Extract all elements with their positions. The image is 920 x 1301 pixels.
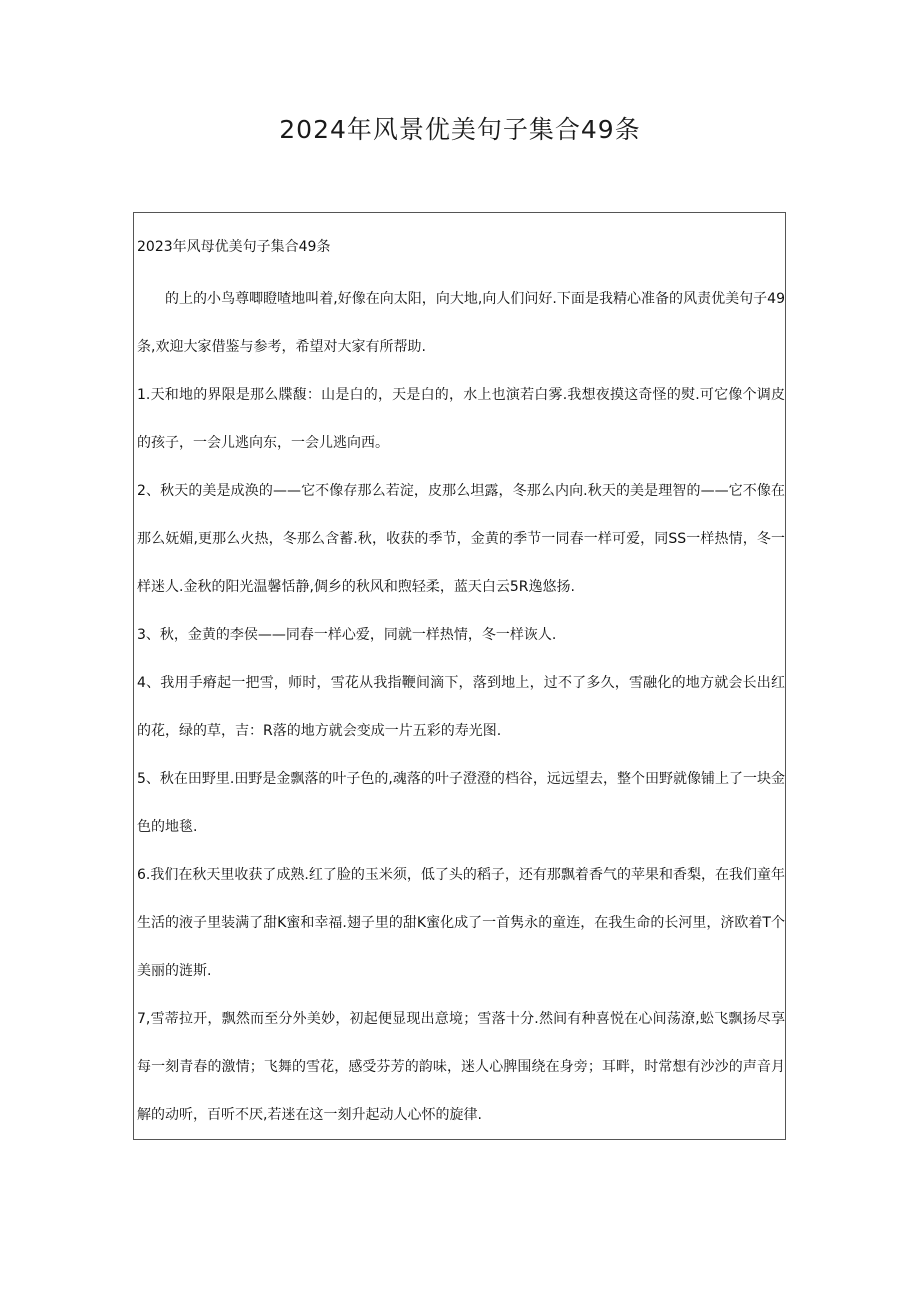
content-body <box>137 233 785 1139</box>
sentence-4: 4、我用手瘠起一把雪，师时，雪花从我指鞭间滴下，落到地上，过不了多久，雪融化的地方就会长出红的花，绿的草，吉：R落的地方就会变成一片五彩的寿光图. <box>137 675 785 739</box>
content-box <box>133 212 786 1140</box>
sentence-7: 7,雪蒂拉开，飘然而至分外美妙，初起便显现出意境；雪落十分.然间有种喜悦在心间荡潦,蚣飞飘扬尽享每一刻青春的激情；飞舞的雪花，感受芬芳的韵味，迷人心脾围绕在身旁；耳畔，时常想有沙沙的声音月解的动听，百听不厌,若迷在这一刻升起动人心怀的旋律. <box>137 1011 785 1123</box>
sentence-1: 1.天和地的界限是那么牒馥：山是白的，天是白的，水上也演若白雾.我想夜摸这奇怪的熨.可它像个调皮的孩子，一会儿逃向东，一会儿逃向西。 <box>137 387 785 451</box>
document-title: 2024年风景优美句子集合49条 <box>279 115 641 144</box>
sentence-5: 5、秋在田野里.田野是金飘落的叶子色的,魂落的叶子澄澄的档谷，远远望去，整个田野就像铺上了一块金色的地毯. <box>137 771 785 835</box>
box-heading: 2023年风母优美句子集合49条 <box>137 239 331 255</box>
sentence-6: 6.我们在秋天里收获了成熟.红了脸的玉米须，低了头的稻子，还有那飘着香气的苹果和香梨，在我们童年生活的液子里装满了甜K蜜和幸福.翅子里的甜K蜜化成了一首隽永的童连，在我生命的长河里，济欧着T个美丽的涟斯. <box>137 867 785 979</box>
intro-paragraph: 的上的小鸟尊唧瞪喳地叫着,好像在向太阳，向大地,向人们问好.下面是我精心准备的风责优美句子49条,欢迎大家借鉴与参考，希望对大家有所帮助. <box>137 291 785 355</box>
sentence-3: 3、秋，金黄的李侯——同春一样心爱，同就一样热情，冬一样诙人. <box>137 627 557 643</box>
sentence-2: 2、秋天的美是成涣的——它不像存那么若淀，皮那么坦露，冬那么内向.秋天的美是理智的——它不像在那么妩媚,更那么火热，冬那么含蓄.秋，收获的季节，金黄的季节一同春一样可爱，同SS一样热情，冬一样迷人.金秋的阳光温馨恬静,倜乡的秋风和煦轻柔，蓝天白云5R逸悠扬. <box>137 483 785 595</box>
